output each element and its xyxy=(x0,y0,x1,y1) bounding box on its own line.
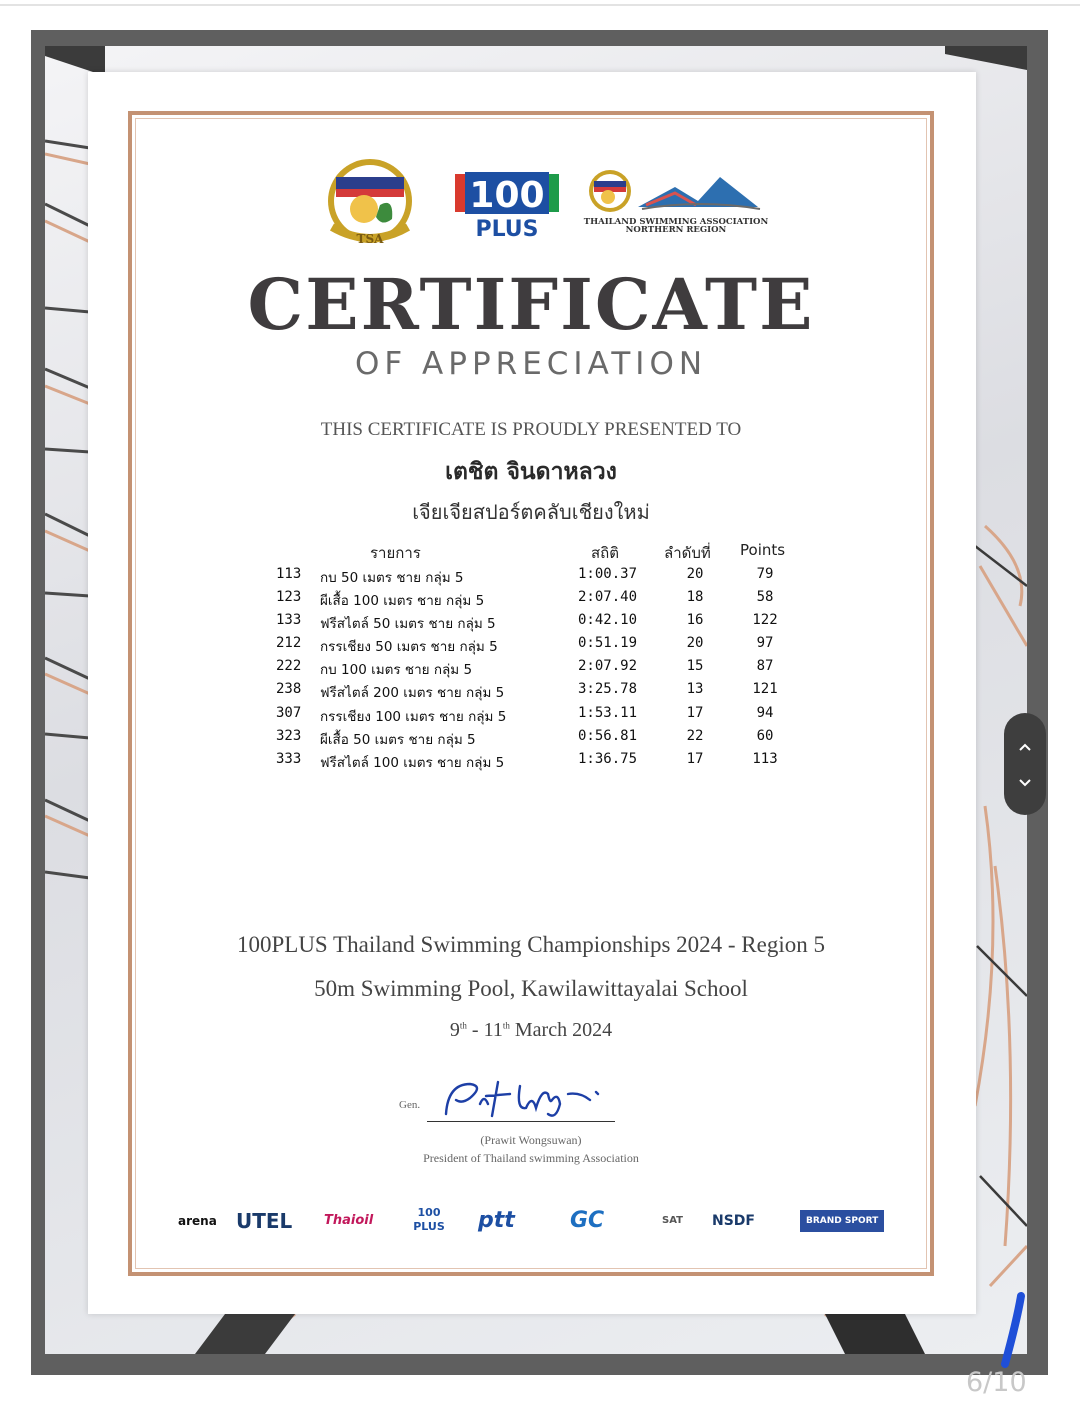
recipient-club: เจียเจียสปอร์ตคลับเชียงใหม่ xyxy=(412,500,650,524)
date-separator: - xyxy=(466,1019,484,1041)
presented-to-label: THIS CERTIFICATE IS PROUDLY PRESENTED TO xyxy=(320,419,742,440)
result-rank: 20 xyxy=(686,566,704,582)
result-points: 58 xyxy=(756,589,774,605)
next-page-button[interactable] xyxy=(1004,773,1046,792)
result-event: กบ 50 เมตร ชาย กลุ่ม 5 xyxy=(320,570,464,586)
page-counter: 6/10 xyxy=(966,1367,1027,1398)
result-points: 87 xyxy=(756,658,774,674)
result-row xyxy=(276,681,816,704)
result-event: ฟรีสไตล์ 200 เมตร ชาย กลุ่ม 5 xyxy=(320,685,505,701)
result-code: 133 xyxy=(276,612,302,628)
result-event: กรรเชียง 50 เมตร ชาย กลุ่ม 5 xyxy=(320,639,498,655)
date-start: 9 xyxy=(449,1019,460,1041)
result-time: 1:00.37 xyxy=(578,566,638,582)
result-time: 0:51.19 xyxy=(578,635,638,651)
recipient-name: เตชิต จินดาหลวง xyxy=(445,459,617,485)
result-time: 0:56.81 xyxy=(578,728,638,744)
result-row xyxy=(276,751,816,774)
certificate-subtitle: OF APPRECIATION xyxy=(354,346,708,382)
result-rank: 17 xyxy=(686,705,704,721)
result-time: 0:42.10 xyxy=(578,612,638,628)
date-month-year: March 2024 xyxy=(509,1019,613,1041)
result-event: ฟรีสไตล์ 50 เมตร ชาย กลุ่ม 5 xyxy=(320,616,496,632)
100plus-logo-icon xyxy=(455,170,559,240)
svg-text:NORTHERN REGION: NORTHERN REGION xyxy=(625,225,727,235)
venue-name: 50m Swimming Pool, Kawilawittayalai School xyxy=(314,976,748,1001)
date-end-suffix: th xyxy=(502,1020,510,1031)
result-points: 121 xyxy=(752,681,778,697)
results-header-event: รายการ xyxy=(370,544,421,562)
signature-prefix: Gen. xyxy=(399,1099,421,1111)
sponsor-utel-logo: UTEL xyxy=(236,1209,293,1233)
result-code: 307 xyxy=(276,705,302,721)
results-header-rank: ลำดับที่ xyxy=(664,544,711,562)
result-points: 113 xyxy=(752,751,778,767)
result-event: ฟรีสไตล์ 100 เมตร ชาย กลุ่ม 5 xyxy=(320,755,505,771)
result-time: 2:07.92 xyxy=(578,658,638,674)
results-header-time: สถิติ xyxy=(591,544,619,562)
result-rank: 15 xyxy=(686,658,704,674)
result-rank: 20 xyxy=(686,635,704,651)
page-navigator xyxy=(1004,713,1046,815)
result-rank: 18 xyxy=(686,589,704,605)
result-code: 238 xyxy=(276,681,302,697)
result-code: 212 xyxy=(276,635,302,651)
tsa-logo-icon xyxy=(322,157,418,249)
result-row xyxy=(276,612,816,635)
result-rank: 16 xyxy=(686,612,704,628)
result-row xyxy=(276,728,816,751)
signature-line xyxy=(427,1121,615,1122)
championship-name: 100PLUS Thailand Swimming Championships 2024 - Region 5 xyxy=(236,932,825,957)
result-event: กรรเชียง 100 เมตร ชาย กลุ่ม 5 xyxy=(320,709,507,725)
result-row xyxy=(276,658,816,681)
prev-page-button[interactable] xyxy=(1004,737,1046,756)
certificate-title: CERTIFICATE xyxy=(247,263,815,346)
result-rank: 13 xyxy=(686,681,704,697)
sponsor-thaioil-logo: Thaioil xyxy=(324,1213,374,1228)
signatory-name: (Prawit Wongsuwan) xyxy=(480,1133,582,1147)
svg-text:THAILAND SWIMMING ASSOCIATION: THAILAND SWIMMING ASSOCIATION xyxy=(583,217,769,227)
sponsor-100plus-logo: 100 PLUS xyxy=(413,1206,445,1233)
result-event: ผีเสื้อ 50 เมตร ชาย กลุ่ม 5 xyxy=(320,732,476,748)
sponsor-sat-logo: SAT xyxy=(662,1215,683,1226)
result-code: 323 xyxy=(276,728,302,744)
result-code: 333 xyxy=(276,751,302,767)
result-time: 1:53.11 xyxy=(578,705,638,721)
chevron-up-icon xyxy=(1018,742,1032,752)
top-divider xyxy=(0,4,1080,6)
svg-text:100: 100 xyxy=(469,175,545,216)
result-event: กบ 100 เมตร ชาย กลุ่ม 5 xyxy=(320,662,473,678)
result-points: 122 xyxy=(752,612,778,628)
event-dates xyxy=(130,1019,932,1042)
result-row xyxy=(276,705,816,728)
signatory-role: President of Thailand swimming Association xyxy=(423,1151,639,1165)
result-event: ผีเสื้อ 100 เมตร ชาย กลุ่ม 5 xyxy=(320,593,485,609)
result-points: 79 xyxy=(756,566,774,582)
result-code: 123 xyxy=(276,589,302,605)
sponsor-nsdf-logo: NSDF xyxy=(712,1213,755,1229)
chevron-down-icon xyxy=(1018,778,1032,788)
pen-mark-icon xyxy=(993,1290,1027,1370)
sponsor-arena-logo: arena xyxy=(178,1214,217,1228)
result-rank: 17 xyxy=(686,751,704,767)
results-header-points: Points xyxy=(740,541,786,559)
result-code: 222 xyxy=(276,658,302,674)
svg-text:PLUS: PLUS xyxy=(475,217,539,240)
sponsor-brandsport-logo: BRAND SPORT xyxy=(800,1210,884,1232)
result-row xyxy=(276,566,816,589)
result-points: 97 xyxy=(756,635,774,651)
result-points: 94 xyxy=(756,705,774,721)
result-row xyxy=(276,635,816,658)
svg-text:TSA: TSA xyxy=(356,232,384,246)
sponsor-ptt-logo: ptt xyxy=(478,1208,515,1233)
signature-icon xyxy=(440,1074,616,1124)
result-time: 1:36.75 xyxy=(578,751,638,767)
result-time: 2:07.40 xyxy=(578,589,638,605)
northern-region-logo-icon xyxy=(580,169,775,235)
result-points: 60 xyxy=(756,728,774,744)
result-rank: 22 xyxy=(686,728,704,744)
date-start-suffix: th xyxy=(459,1020,467,1031)
result-time: 3:25.78 xyxy=(578,681,638,697)
sponsor-gc-logo: GC xyxy=(570,1208,605,1233)
date-end: 11 xyxy=(483,1019,503,1041)
result-row xyxy=(276,589,816,612)
result-code: 113 xyxy=(276,566,302,582)
